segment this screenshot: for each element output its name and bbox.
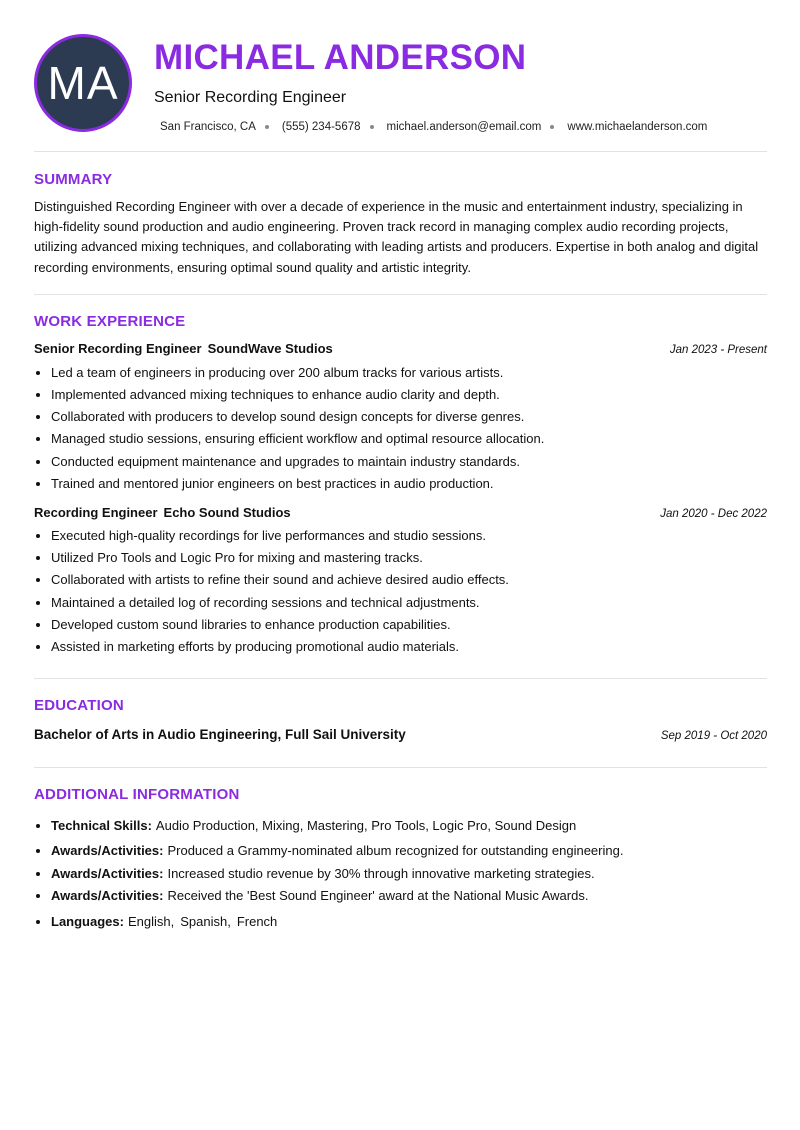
list-item: • Trained and mentored junior engineers on best practices in audio production. [51,473,767,495]
avatar [34,34,132,132]
list-item: • Executed high-quality recordings for live performances and studio sessions. [51,525,767,547]
job-entry [34,505,767,658]
additional-list [34,815,767,933]
info-value: Increased studio revenue by 30% through innovative marketing strategies. [167,865,595,881]
bullet-separator-icon [265,125,269,129]
summary-heading: SUMMARY [34,171,113,188]
job-bullets [34,362,767,495]
languages-values [128,914,277,929]
job-title-line [34,505,291,520]
list-item: • Led a team of engineers in producing over 200 album tracks for various artists. [51,362,767,384]
job-header [34,341,767,356]
list-item [51,863,767,885]
language-item: French [236,914,278,930]
resume-header [34,0,767,152]
bullet-separator-icon [550,125,554,129]
list-item: • Utilized Pro Tools and Logic Pro for mixing and mastering tracks. [51,547,767,569]
summary-section [34,152,767,295]
list-item [51,815,767,837]
avatar-initials: MA [47,57,119,109]
contact-phone: (555) 234-5678 [281,121,361,133]
contact-location: San Francisco, CA [160,121,256,133]
job-company: SoundWave Studios [207,340,333,356]
list-item [51,911,767,933]
info-label: Awards/Activities: [51,843,164,859]
job-dates: Jan 2020 - Dec 2022 [660,508,767,521]
job-role: Senior Recording Engineer [34,340,202,356]
job-title-line [34,341,333,356]
experience-section [34,295,767,679]
education-dates: Sep 2019 - Oct 2020 [660,730,767,743]
job-role: Recording Engineer [34,505,158,521]
education-section [34,679,767,768]
list-item: • Developed custom sound libraries to enhance production capabilities. [51,614,767,636]
list-item: • Maintained a detailed log of recording sessions and technical adjustments. [51,592,767,614]
summary-text: Distinguished Recording Engineer with over a decade of experience in the music and entertainment industry, specializing in high-fidelity sound production and audio engineering. Proven track record in managing complex audio recording projects, utilizing advanced mixing techniques, and collaborating with leading artists and producers. Expertise in both analog and digital recording environments, ensuring optimal sound quality and artistic integrity. [34,199,759,275]
job-bullets [34,525,767,658]
job-header [34,505,767,520]
job-company: Echo Sound Studios [163,505,291,521]
list-item: • Collaborated with producers to develop sound design concepts for diverse genres. [51,406,767,428]
education-entry [34,727,767,742]
contact-line [160,121,707,133]
info-label: Awards/Activities: [51,887,164,903]
additional-section [34,768,767,933]
info-value: Received the 'Best Sound Engineer' award at the National Music Awards. [167,887,589,903]
list-item: • Conducted equipment maintenance and upgrades to maintain industry standards. [51,451,767,473]
candidate-title: Senior Recording Engineer [154,89,347,106]
info-label: Technical Skills: [51,818,152,834]
languages-label: Languages: [51,914,124,930]
list-item [51,840,767,862]
info-label: Awards/Activities: [51,865,164,881]
additional-heading: ADDITIONAL INFORMATION [34,786,240,804]
info-value: Produced a Grammy-nominated album recognized for outstanding engineering. [167,843,624,859]
list-item: • Managed studio sessions, ensuring efficient workflow and optimal resource allocation. [51,428,767,450]
job-dates: Jan 2023 - Present [669,343,767,356]
list-item: • Implemented advanced mixing techniques to enhance audio clarity and depth. [51,384,767,406]
contact-email[interactable]: michael.anderson@email.com [386,121,542,133]
candidate-name: MICHAEL ANDERSON [154,38,527,77]
list-item [51,885,767,907]
contact-website[interactable]: www.michaelanderson.com [567,121,708,133]
info-value: Audio Production, Mixing, Mastering, Pro Tools, Logic Pro, Sound Design [155,818,577,834]
experience-heading: WORK EXPERIENCE [34,312,186,330]
education-heading: EDUCATION [34,697,124,715]
job-entry [34,341,767,495]
language-item: English, [127,914,175,930]
list-item: • Collaborated with artists to refine their sound and achieve desired audio effects. [51,569,767,591]
list-item: • Assisted in marketing efforts by producing promotional audio materials. [51,636,767,658]
bullet-separator-icon [370,125,374,129]
language-item: Spanish, [180,914,231,930]
education-degree: Bachelor of Arts in Audio Engineering, Full Sail University [34,727,406,743]
